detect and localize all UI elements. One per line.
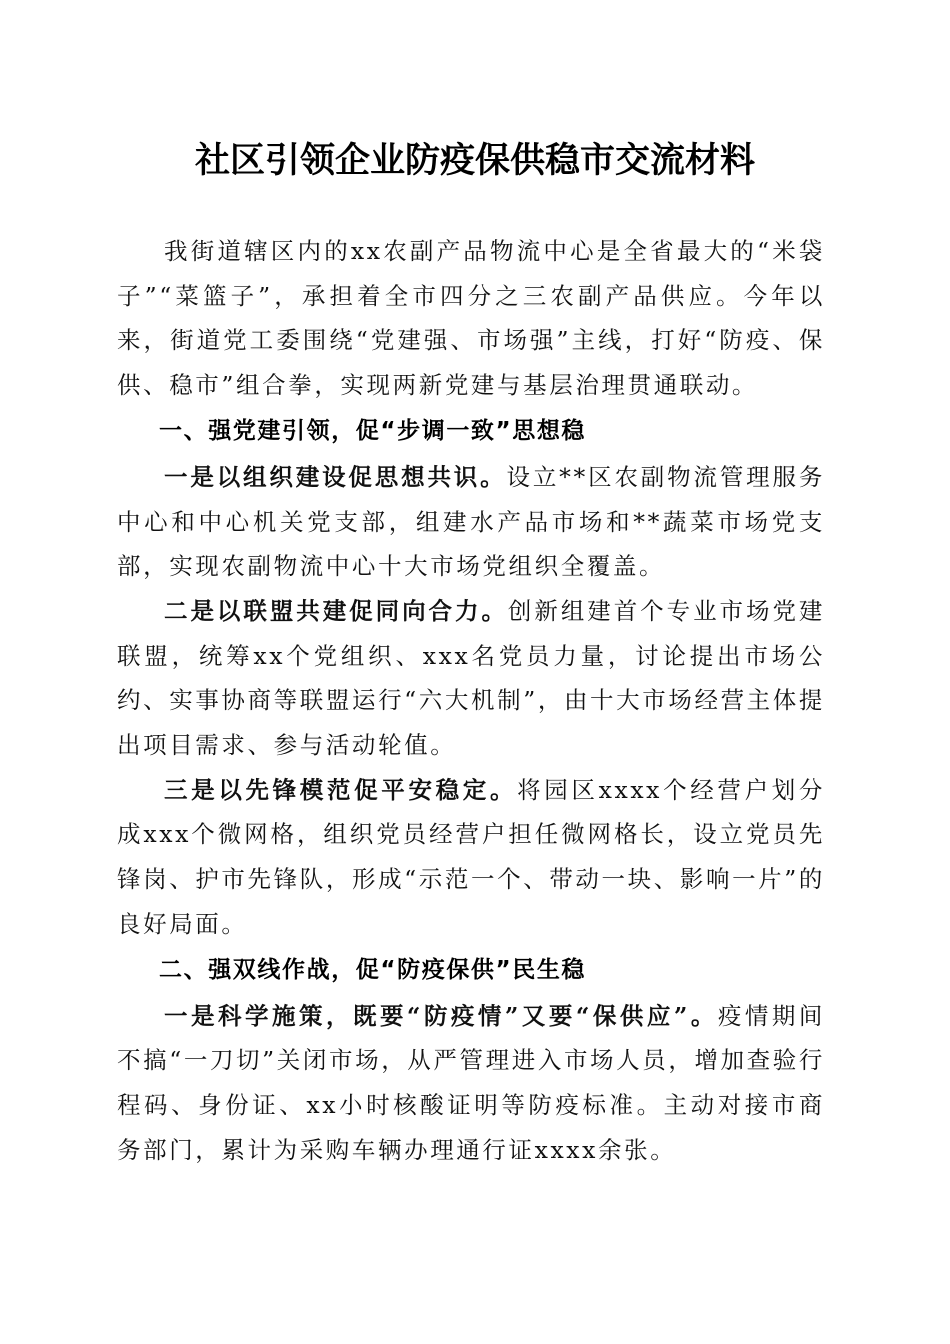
body-paragraph	[117, 589, 825, 768]
intro-paragraph	[117, 229, 825, 408]
body-paragraph	[117, 768, 825, 947]
paragraph-text: 设立**区农副物流管理服务中心和中心机关党支部，组建水产品市场和**蔬菜市场党支部，实现农副物流中心十大市场党组织全覆盖。	[117, 462, 825, 581]
document-title: 社区引领企业防疫保供稳市交流材料	[194, 140, 755, 181]
document-body	[117, 229, 825, 1172]
paragraph-text: 疫情期间不搞“一刀切”关闭市场，从严管理进入市场人员，增加查验行程码、身份证、xx小时核酸证明等防疫标准。主动对接市商务部门，累计为采购车辆办理通行证xxxx余张。	[117, 1001, 825, 1164]
paragraph-text: 将园区xxxx个经营户划分成xxx个微网格，组织党员经营户担任微网格长，设立党员先锋岗、护市先锋队，形成“示范一个、带动一块、影响一片”的良好局面。	[117, 775, 825, 938]
paragraph-lead: 二是以联盟共建促同向合力。	[164, 596, 508, 625]
body-paragraph	[117, 455, 825, 589]
section-heading-1: 一、强党建引领，促“步调一致”思想稳	[159, 417, 587, 444]
body-paragraph	[117, 994, 825, 1173]
paragraph-lead: 三是以先锋模范促平安稳定。	[164, 775, 518, 804]
paragraph-text: 我街道辖区内的xx农副产品物流中心是全省最大的“米袋子”“菜篮子”，承担着全市四分之三农副产品供应。今年以来，街道党工委围绕“党建强、市场强”主线，打好“防疫、保供、稳市”组合拳，实现两新党建与基层治理贯通联动。	[117, 237, 825, 400]
paragraph-lead: 一是科学施策，既要“防疫情”又要“保供应”。	[164, 1001, 718, 1030]
section-heading-2: 二、强双线作战，促“防疫保供”民生稳	[159, 956, 587, 983]
paragraph-lead: 一是以组织建设促思想共识。	[164, 462, 507, 491]
paragraph-text: 创新组建首个专业市场党建联盟，统筹xx个党组织、xxx名党员力量，讨论提出市场公约、实事协商等联盟运行“六大机制”，由十大市场经营主体提出项目需求、参与活动轮值。	[117, 596, 825, 760]
